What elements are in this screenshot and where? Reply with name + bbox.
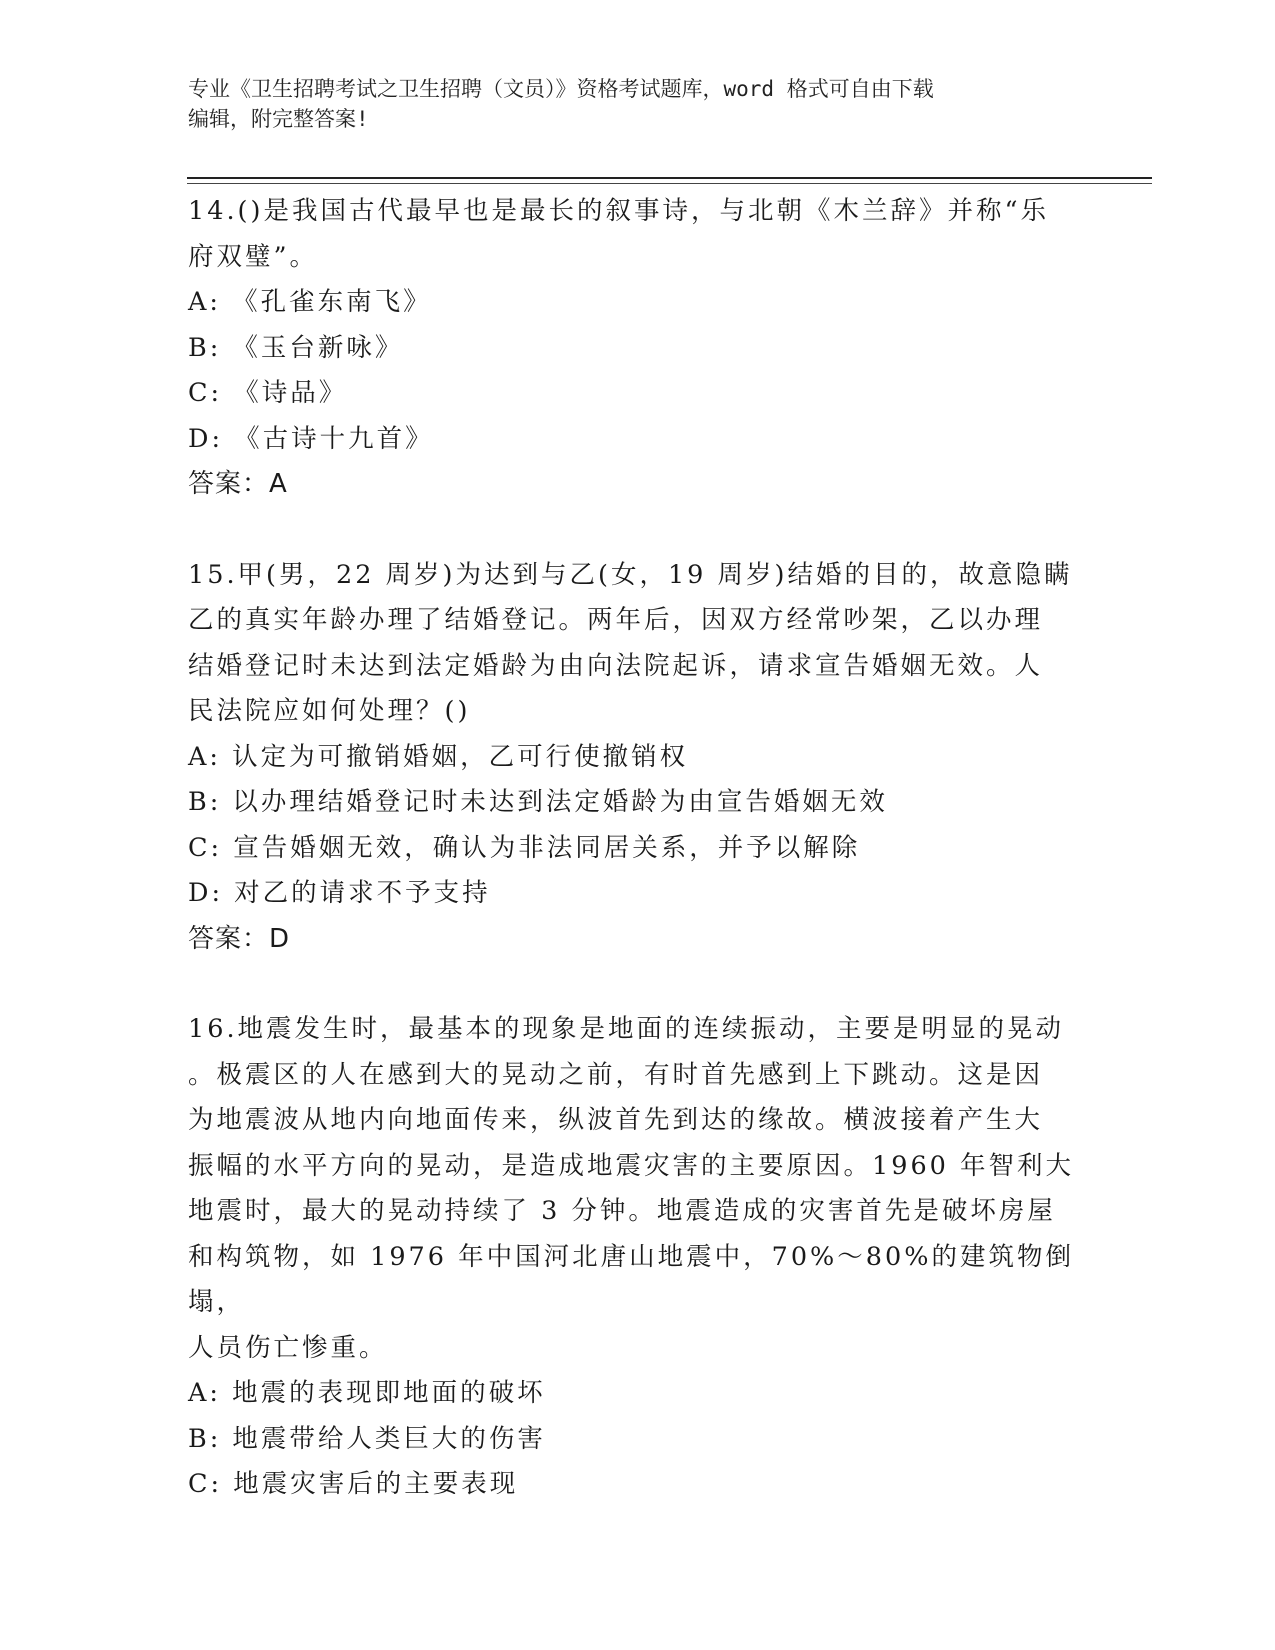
- question-text-line: 16.地震发生时，最基本的现象是地面的连续振动，主要是明显的晃动: [188, 1014, 1065, 1044]
- option-a: A: 认定为可撤销婚姻，乙可行使撤销权: [188, 741, 689, 772]
- option-c: C: 地震灾害后的主要表现: [188, 1469, 519, 1499]
- question-text-line: 民法院应如何处理？(): [188, 696, 471, 726]
- answer: 答案：A: [188, 469, 288, 499]
- header-line-1: 专业《卫生招聘考试之卫生招聘（文员）》资格考试题库，word 格式可自由下载: [188, 77, 934, 101]
- question-text-line: 地震时，最大的晃动持续了 3 分钟。地震造成的灾害首先是破坏房屋: [188, 1196, 1056, 1226]
- option-b: B: 以办理结婚登记时未达到法定婚龄为由宣告婚姻无效: [188, 787, 888, 817]
- question-list: [188, 189, 1078, 1508]
- option-a: A: 地震的表现即地面的破坏: [188, 1378, 546, 1408]
- question-text-line: 15.甲(男，22 周岁)为达到与乙(女，19 周岁)结婚的目的，故意隐瞒: [188, 559, 1073, 590]
- option-b: B: 《玉台新咏》: [188, 332, 404, 363]
- option-d: D: 对乙的请求不予支持: [188, 878, 491, 908]
- document-header: [188, 74, 1088, 134]
- header-line-2: 编辑，附完整答案!: [188, 107, 369, 131]
- question-text-line: 结婚登记时未达到法定婚龄为由向法院起诉，请求宣告婚姻无效。人: [188, 650, 1044, 681]
- header-rule-thick: [187, 177, 1152, 179]
- answer: 答案：D: [188, 923, 291, 954]
- option-b: B: 地震带给人类巨大的伤害: [188, 1423, 546, 1454]
- question-text-line: 。极震区的人在感到大的晃动之前，有时首先感到上下跳动。这是因: [188, 1059, 1044, 1090]
- question-text-line: 14.()是我国古代最早也是最长的叙事诗，与北朝《木兰辞》并称“乐: [188, 196, 1049, 226]
- question-text-line: 为地震波从地内向地面传来，纵波首先到达的缘故。横波接着产生大: [188, 1105, 1044, 1135]
- option-d: D: 《古诗十九首》: [188, 423, 434, 454]
- spacer: [188, 962, 1078, 1007]
- question-16: [188, 1007, 1078, 1508]
- question-text-line: 人员伤亡惨重。: [188, 1332, 388, 1363]
- spacer: [188, 508, 1078, 553]
- header-rule-thin: [187, 183, 1152, 184]
- option-c: C: 宣告婚姻无效，确认为非法同居关系，并予以解除: [188, 832, 861, 863]
- option-a: A: 《孔雀东南飞》: [188, 287, 432, 317]
- option-c: C: 《诗品》: [188, 378, 348, 408]
- question-text-line: 乙的真实年龄办理了结婚登记。两年后，因双方经常吵架，乙以办理: [188, 605, 1044, 635]
- question-text-line: 振幅的水平方向的晃动，是造成地震灾害的主要原因。1960 年智利大: [188, 1150, 1075, 1181]
- question-14: [188, 189, 1078, 508]
- question-text-line: 和构筑物，如 1976 年中国河北唐山地震中，70%～80%的建筑物倒塌，: [188, 1241, 1074, 1317]
- question-15: [188, 553, 1078, 963]
- question-text-line: 府双璧”。: [188, 241, 319, 272]
